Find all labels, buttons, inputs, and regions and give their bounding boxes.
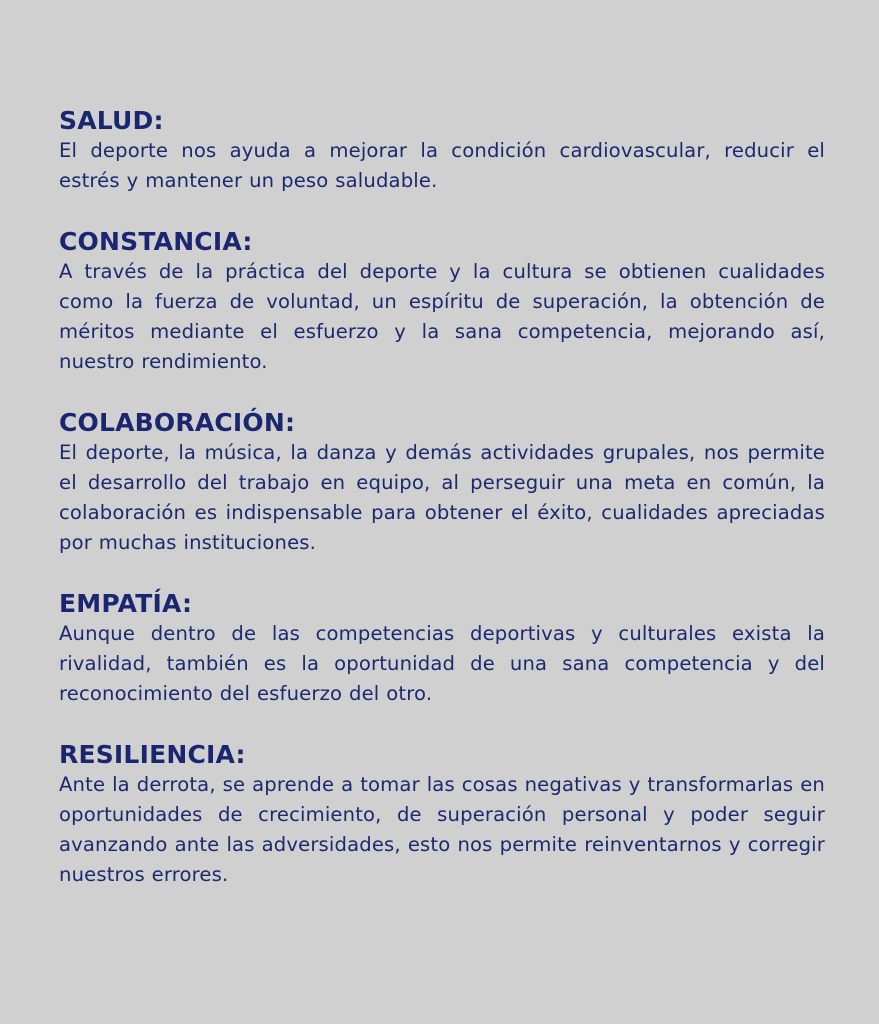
section-body: El deporte, la música, la danza y demás actividades grupales, nos permite el desarrollo del trabajo en equipo, al perseguir una meta en común, la colaboración es indispensable para obtener el éxito, cualidades apreciadas por muchas instituciones. (59, 441, 825, 554)
section-colaboracion (59, 408, 825, 558)
section-body: A través de la práctica del deporte y la cultura se obtienen cualidades como la fuerza de voluntad, un espíritu de superación, la obtención de méritos mediante el esfuerzo y la sana competencia, mejorando así, nuestro rendimiento. (59, 260, 825, 373)
section-constancia (59, 227, 825, 377)
section-title: EMPATÍA: (59, 589, 193, 618)
section-resiliencia (59, 740, 825, 890)
section-salud (59, 106, 825, 196)
section-title: SALUD: (59, 106, 164, 135)
section-body: Aunque dentro de las competencias deportivas y culturales exista la rivalidad, también es la oportunidad de una sana competencia y del reconocimiento del esfuerzo del otro. (59, 622, 825, 705)
section-empatia (59, 589, 825, 709)
section-body: Ante la derrota, se aprende a tomar las cosas negativas y transformarlas en oportunidades de crecimiento, de superación personal y poder seguir avanzando ante las adversidades, esto nos permite reinventarnos y corregir nuestros errores. (59, 773, 825, 886)
section-body: El deporte nos ayuda a mejorar la condición cardiovascular, reducir el estrés y mantener un peso saludable. (59, 139, 825, 192)
section-title: COLABORACIÓN: (59, 408, 296, 437)
section-title: CONSTANCIA: (59, 227, 253, 256)
section-title: RESILIENCIA: (59, 740, 246, 769)
